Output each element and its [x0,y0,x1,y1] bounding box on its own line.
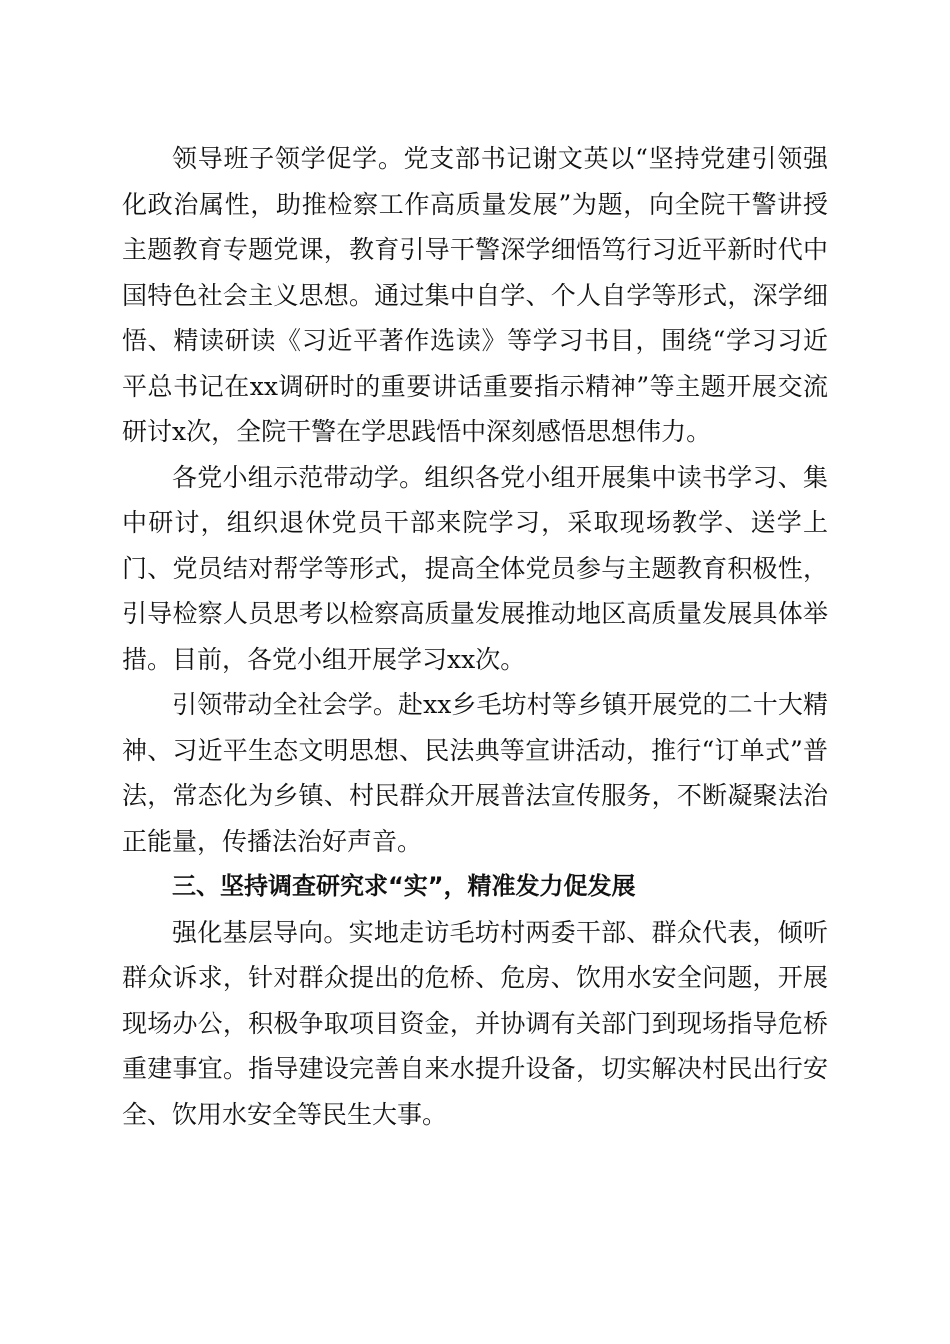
paragraph-leadership-study: 领导班子领学促学。党支部书记谢文英以“坚持党建引领强化政治属性，助推检察工作高质量发展”为题，向全院干警讲授主题教育专题党课，教育引导干警深学细悟笃行习近平新时代中国特色社会主义思想。通过集中自学、个人自学等形式，深学细悟、精读研读《习近平著作选读》等学习书目，围绕“学习习近平总书记在xx调研时的重要讲话重要指示精神”等主题开展交流研讨x次，全院干警在学思践悟中深刻感悟思想伟力。 [122,144,828,446]
document-body [122,136,828,1137]
paragraph-society-study: 引领带动全社会学。赴xx乡毛坊村等乡镇开展党的二十大精神、习近平生态文明思想、民法典等宣讲活动，推行“订单式”普法，常态化为乡镇、村民群众开展普法宣传服务，不断凝聚法治正能量，传播法治好声音。 [122,690,828,856]
paragraph-party-group-study: 各党小组示范带动学。组织各党小组开展集中读书学习、集中研讨，组织退休党员干部来院学习，采取现场教学、送学上门、党员结对帮学等形式，提高全体党员参与主题教育积极性，引导检察人员思考以检察高质量发展推动地区高质量发展具体举措。目前，各党小组开展学习xx次。 [122,462,828,674]
section-heading: 三、坚持调查研究求“实”，精准发力促发展 [172,872,636,900]
paragraph-grassroots-orientation: 强化基层导向。实地走访毛坊村两委干部、群众代表，倾听群众诉求，针对群众提出的危桥、危房、饮用水安全问题，开展现场办公，积极争取项目资金，并协调有关部门到现场指导危桥重建事宜。指导建设完善自来水提升设备，切实解决村民出行安全、饮用水安全等民生大事。 [122,917,828,1129]
